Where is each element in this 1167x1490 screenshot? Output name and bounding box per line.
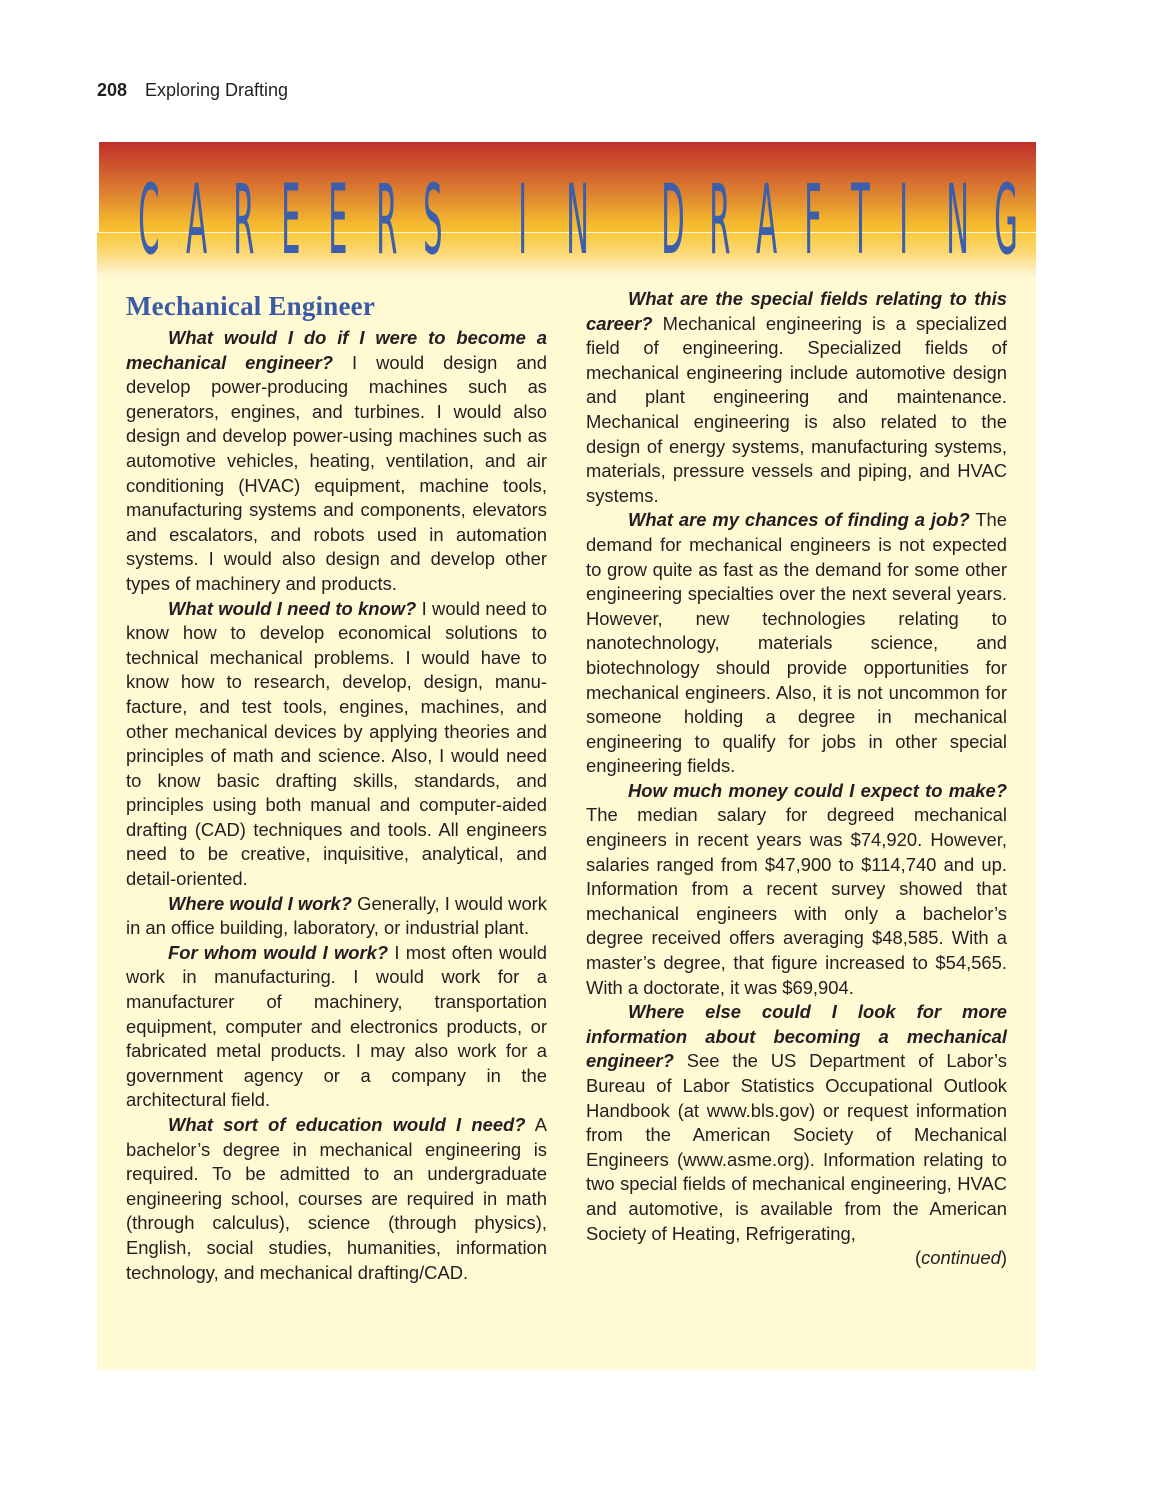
qa-paragraph-job-outlook — [586, 508, 1007, 779]
banner-letter: I — [898, 164, 908, 276]
running-head — [97, 78, 288, 102]
answer: Generally, I would work in an office building, laboratory, or industrial plant. — [126, 892, 547, 939]
banner-letter: C — [138, 164, 160, 276]
banner-letter: G — [994, 164, 1018, 276]
career-feature-panel — [97, 276, 1036, 1370]
banner-letter: R — [375, 164, 398, 276]
book-title: Exploring Drafting — [145, 80, 289, 100]
banner-letter: A — [185, 164, 207, 276]
qa-paragraph-special-fields — [586, 287, 1007, 508]
answer: I would design and develop power-producing machines such as generators, engines, and turbines. I would also design and develop power-using machines such as automotive vehicles, heating, ventilation, and air conditioning (HVAC) equipment, machine tools, manufacturing systems and components, elevators and escalators, and robots used in automation systems. I would also design and develop other types of machinery and products. — [126, 351, 547, 594]
qa-paragraph-duties — [126, 326, 547, 597]
qa-paragraph-workplace — [126, 892, 547, 941]
answer: I most often would work in manufacturing. I would work for a manufacturer of machinery, transportation equipment, computer and electronics products, or fabricated metal products. I may also work for a government agency or a company in the architectural field. — [126, 941, 547, 1111]
banner-letter: I — [518, 164, 528, 276]
question: What would I do if I were to become a mechanical engineer? — [126, 327, 547, 373]
banner-letter: S — [423, 164, 443, 276]
right-column — [586, 287, 1007, 1271]
banner-letter: R — [708, 164, 731, 276]
banner-letter: F — [803, 164, 822, 276]
question: What would I need to know? — [168, 597, 417, 619]
answer: A bachelor’s degree in mechanical engineering is required. To be admitted to an undergraduate engineering school, courses are required in math (through calculus), science (through physics), English, social studies, humanities, information technology, and mechanical drafting/CAD. — [126, 1114, 547, 1283]
answer: The median salary for degreed mechanical engineers in recent years was $74,920. However, salaries ranged from $47,900 to $114,740 and up. Information from a recent survey showed that mechanical engineers with only a bachelor’s degree received offers averaging $48,585. With a master’s degree, that figure increased to $54,565. With a doctorate, it was $69,904. — [586, 804, 1007, 998]
left-column — [126, 290, 547, 1285]
continued-label: continued — [921, 1247, 1001, 1269]
banner-letter: E — [328, 164, 348, 276]
banner-letter: N — [946, 164, 970, 276]
question: How much money could I expect to make? — [628, 779, 1007, 801]
answer: See the US Department of Labor’s Bureau of Labor Statistics Occupational Outlook Handbook (at www.​bls.gov) or request information from the American Society of Mechanical Engineers (www.asme.org). Information relating to two special fields of mechanical engineering, HVAC and automotive, is available from the American Society of Heating, Refrigerating, — [586, 1050, 1007, 1244]
qa-paragraph-more-info — [586, 1000, 1007, 1246]
answer: Mechanical engineering is a specialized field of engineering. Specialized fields of mechanical engineering include automotive design and plant engineering and maintenance. Mechanical engineering is also related to the design of energy systems, manufacturing systems, materials, pressure vessels and piping, and HVAC systems. — [586, 312, 1007, 506]
banner-letter: E — [280, 164, 301, 276]
banner-letter: A — [756, 164, 778, 276]
page-number: 208 — [97, 80, 128, 100]
career-heading: Mechanical Engineer — [126, 291, 376, 321]
banner-letter: N — [566, 164, 590, 276]
question: For whom would I work? — [168, 941, 389, 963]
banner-title — [130, 164, 1018, 276]
question: What are my chances of finding a job? — [628, 509, 970, 531]
qa-paragraph-knowledge — [126, 597, 547, 892]
question: What sort of education would I need? — [168, 1114, 526, 1135]
qa-paragraph-employer — [126, 941, 547, 1113]
qa-paragraph-education — [126, 1113, 547, 1285]
question: What are the special fields relating to this career? — [586, 288, 1007, 334]
question: Where else could I look for more information about becoming a mechanical engineer? — [586, 1001, 1007, 1072]
answer: I would need to know how to develop economical solutions to technical mechanical problems. I would have to know how to research, develop, design, manufacture, and test tools, engines, machines, and other mechanical devices by applying theories and principles of math and science. Also, I would need to know basic drafting skills, standards, and principles using both manual and computer-aided drafting (CAD) techniques and tools. All engineers need to be creative, inquisitive, analytical, and detail-oriented. — [126, 597, 547, 890]
banner-letter: D — [661, 164, 685, 276]
banner-letter: T — [851, 164, 871, 276]
continued-note: (continued) — [914, 1247, 1007, 1269]
question: Where would I work? — [168, 892, 352, 914]
answer: The demand for mechanical engineers is not expected to grow quite as fast as the demand for some other engineering specialties over the next several years. However, new technologies relating to nanotechnology, materials science, and biotechnology should provide opportunities for mechanical engineers. Also, it is not uncommon for someone holding a degree in mechanical engineering to qualify for jobs in other special engineering fields. — [586, 509, 1008, 777]
banner-letter: R — [233, 164, 255, 276]
qa-paragraph-salary — [586, 779, 1007, 1000]
